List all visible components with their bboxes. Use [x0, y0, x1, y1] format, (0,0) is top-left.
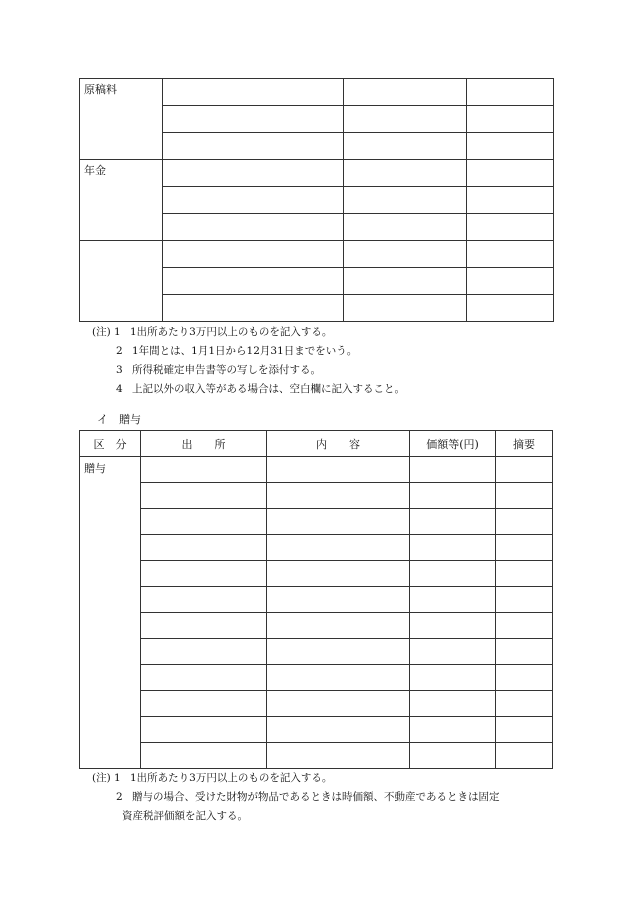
note-number: 1	[114, 326, 121, 338]
remarks-cell[interactable]	[496, 457, 553, 483]
note-text: 所得税確定申告書等の写しを添付する。	[132, 364, 321, 376]
note-text: 贈与の場合、受けた財物が物品であるときは時価額、不動産であるときは固定	[132, 791, 500, 803]
amount-cell[interactable]	[410, 743, 496, 769]
note-item	[92, 342, 405, 361]
content-cell[interactable]	[344, 214, 467, 241]
table-row	[80, 79, 554, 106]
content-cell[interactable]	[344, 160, 467, 187]
content-cell[interactable]	[344, 241, 467, 268]
remarks-cell[interactable]	[496, 483, 553, 509]
table-row	[80, 483, 553, 509]
remarks-cell[interactable]	[496, 535, 553, 561]
amount-cell[interactable]	[410, 509, 496, 535]
source-cell[interactable]	[141, 743, 267, 769]
amount-cell[interactable]	[410, 561, 496, 587]
content-cell[interactable]	[267, 535, 410, 561]
source-cell[interactable]	[163, 160, 344, 187]
table-row	[80, 535, 553, 561]
remarks-cell[interactable]	[496, 561, 553, 587]
table-row	[80, 160, 554, 187]
content-cell[interactable]	[267, 509, 410, 535]
source-cell[interactable]	[163, 106, 344, 133]
source-cell[interactable]	[141, 587, 267, 613]
table-row	[80, 613, 553, 639]
content-cell[interactable]	[267, 457, 410, 483]
section-heading-gift: イ 贈与	[97, 413, 141, 426]
amount-cell[interactable]	[410, 587, 496, 613]
amount-cell[interactable]	[467, 133, 554, 160]
source-cell[interactable]	[141, 613, 267, 639]
source-cell[interactable]	[141, 561, 267, 587]
category-cell[interactable]	[80, 241, 163, 322]
notes-income	[92, 323, 405, 399]
content-cell[interactable]	[267, 587, 410, 613]
note-mark: (注)	[92, 326, 111, 338]
note-text: 1年間とは、1月1日から12月31日までをいう。	[132, 345, 358, 357]
content-cell[interactable]	[267, 483, 410, 509]
note-number: 2	[116, 791, 123, 803]
amount-cell[interactable]	[410, 639, 496, 665]
amount-cell[interactable]	[410, 483, 496, 509]
header-kubun: 区 分	[80, 431, 141, 457]
note-text: 1出所あたり3万円以上のものを記入する。	[130, 326, 333, 338]
amount-cell[interactable]	[410, 613, 496, 639]
notes-gift	[92, 769, 500, 826]
content-cell[interactable]	[344, 295, 467, 322]
source-cell[interactable]	[141, 535, 267, 561]
source-cell[interactable]	[163, 268, 344, 295]
table-row	[80, 743, 553, 769]
category-cell: 贈与	[80, 457, 141, 769]
note-mark: (注)	[92, 772, 111, 784]
note-text: 1出所あたり3万円以上のものを記入する。	[130, 772, 333, 784]
category-cell: 年金	[80, 160, 163, 241]
remarks-cell[interactable]	[496, 587, 553, 613]
header-tekiyou: 摘要	[496, 431, 553, 457]
source-cell[interactable]	[163, 79, 344, 106]
note-number: 2	[116, 345, 123, 357]
source-cell[interactable]	[141, 717, 267, 743]
amount-cell[interactable]	[410, 535, 496, 561]
table-row	[80, 587, 553, 613]
table-row	[80, 639, 553, 665]
content-cell[interactable]	[267, 717, 410, 743]
content-cell[interactable]	[267, 639, 410, 665]
source-cell[interactable]	[163, 133, 344, 160]
content-cell[interactable]	[344, 133, 467, 160]
note-item	[92, 769, 500, 788]
amount-cell[interactable]	[410, 717, 496, 743]
content-cell[interactable]	[344, 187, 467, 214]
note-item	[92, 788, 500, 807]
category-cell: 原稿料	[80, 79, 163, 160]
note-number: 4	[116, 383, 123, 395]
source-cell[interactable]	[163, 241, 344, 268]
remarks-cell[interactable]	[496, 717, 553, 743]
content-cell[interactable]	[267, 561, 410, 587]
amount-cell[interactable]	[467, 187, 554, 214]
header-shussho: 出 所	[141, 431, 267, 457]
content-cell[interactable]	[344, 79, 467, 106]
amount-cell[interactable]	[410, 665, 496, 691]
table-row	[80, 457, 553, 483]
remarks-cell[interactable]	[496, 665, 553, 691]
source-cell[interactable]	[163, 295, 344, 322]
table-row	[80, 691, 553, 717]
content-cell[interactable]	[267, 691, 410, 717]
source-cell[interactable]	[141, 483, 267, 509]
note-continuation: 資産税評価額を記入する。	[122, 810, 248, 822]
content-cell[interactable]	[344, 268, 467, 295]
gift-table	[79, 430, 553, 769]
source-cell[interactable]	[163, 187, 344, 214]
income-table	[79, 78, 554, 322]
header-kagaku: 価額等(円)	[410, 431, 496, 457]
source-cell[interactable]	[141, 639, 267, 665]
note-number: 3	[116, 364, 123, 376]
note-text: 上記以外の収入等がある場合は、空白欄に記入すること。	[132, 383, 405, 395]
amount-cell[interactable]	[467, 295, 554, 322]
amount-cell[interactable]	[467, 241, 554, 268]
remarks-cell[interactable]	[496, 509, 553, 535]
table-row	[80, 717, 553, 743]
amount-cell[interactable]	[467, 79, 554, 106]
note-item	[92, 323, 405, 342]
source-cell[interactable]	[163, 214, 344, 241]
table-header-row	[80, 431, 553, 457]
content-cell[interactable]	[267, 743, 410, 769]
note-item	[92, 361, 405, 380]
amount-cell[interactable]	[410, 691, 496, 717]
content-cell[interactable]	[267, 665, 410, 691]
amount-cell[interactable]	[410, 457, 496, 483]
remarks-cell[interactable]	[496, 743, 553, 769]
table-row	[80, 241, 554, 268]
amount-cell[interactable]	[467, 160, 554, 187]
source-cell[interactable]	[141, 665, 267, 691]
source-cell[interactable]	[141, 691, 267, 717]
table-row	[80, 665, 553, 691]
amount-cell[interactable]	[467, 268, 554, 295]
content-cell[interactable]	[267, 613, 410, 639]
remarks-cell[interactable]	[496, 613, 553, 639]
source-cell[interactable]	[141, 509, 267, 535]
source-cell[interactable]	[141, 457, 267, 483]
note-item	[92, 380, 405, 399]
amount-cell[interactable]	[467, 106, 554, 133]
table-row	[80, 561, 553, 587]
note-number: 1	[114, 772, 121, 784]
amount-cell[interactable]	[467, 214, 554, 241]
content-cell[interactable]	[344, 106, 467, 133]
remarks-cell[interactable]	[496, 691, 553, 717]
header-naiyou: 内 容	[267, 431, 410, 457]
table-row	[80, 509, 553, 535]
remarks-cell[interactable]	[496, 639, 553, 665]
